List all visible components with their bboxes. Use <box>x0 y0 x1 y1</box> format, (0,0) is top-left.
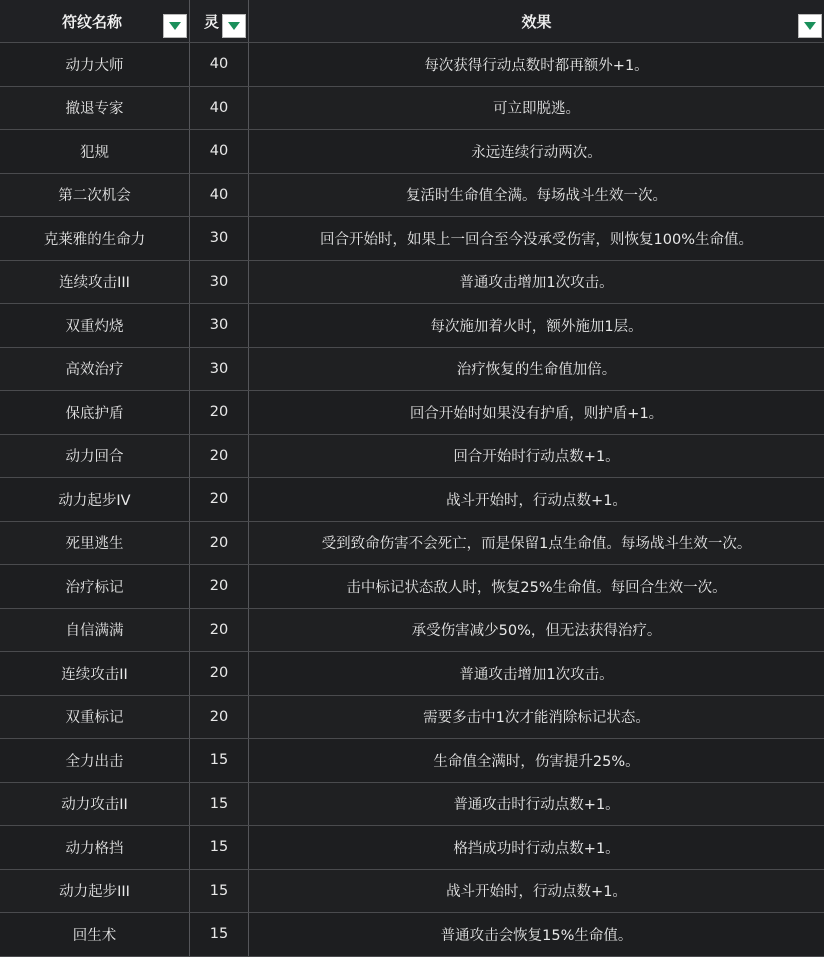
filter-power-button[interactable] <box>222 14 246 38</box>
table-row <box>0 826 824 870</box>
table-row <box>0 783 824 827</box>
rune-power-cell: 30 <box>190 304 249 347</box>
table-row <box>0 435 824 479</box>
column-header-effect <box>249 0 824 42</box>
rune-name-cell: 撤退专家 <box>0 87 190 130</box>
rune-effect-cell: 普通攻击会恢复15%生命值。 <box>440 927 633 944</box>
dropdown-triangle-icon <box>169 22 181 30</box>
table-row <box>0 217 824 261</box>
rune-effect-cell: 需要多击中1次才能消除标记状态。 <box>423 710 650 727</box>
rune-effect-cell: 回合开始时，如果上一回合至今没承受伤害，则恢复100%生命值。 <box>320 231 753 248</box>
rune-power-cell: 20 <box>190 522 249 565</box>
rune-effect-cell: 可立即脱逃。 <box>493 101 580 118</box>
rune-name-cell: 死里逃生 <box>0 522 190 565</box>
column-header-name-label: 符纹名称 <box>62 12 123 31</box>
table-header <box>0 0 824 43</box>
rune-power-cell: 30 <box>190 261 249 304</box>
rune-power-cell: 20 <box>190 696 249 739</box>
table-row <box>0 870 824 914</box>
rune-power-cell: 15 <box>190 739 249 782</box>
table-row <box>0 87 824 131</box>
rune-power-cell: 20 <box>190 435 249 478</box>
rune-name-cell: 犯规 <box>0 130 190 173</box>
table-row <box>0 913 824 957</box>
rune-effect-cell: 格挡成功时行动点数+1。 <box>453 840 620 857</box>
rune-power-cell: 20 <box>190 609 249 652</box>
rune-name-cell: 自信满满 <box>0 609 190 652</box>
rune-name-cell: 动力攻击II <box>0 783 190 826</box>
rune-power-cell: 40 <box>190 130 249 173</box>
rune-name-cell: 动力起步IV <box>0 478 190 521</box>
rune-power-cell: 20 <box>190 478 249 521</box>
table-row <box>0 478 824 522</box>
rune-power-cell: 30 <box>190 348 249 391</box>
table-row <box>0 304 824 348</box>
column-header-power-label: 灵 <box>204 12 220 31</box>
rune-power-cell: 40 <box>190 174 249 217</box>
rune-power-cell: 15 <box>190 826 249 869</box>
table-body <box>0 43 824 957</box>
table-row <box>0 348 824 392</box>
rune-name-cell: 双重标记 <box>0 696 190 739</box>
rune-effect-cell: 回合开始时行动点数+1。 <box>453 449 620 466</box>
rune-effect-cell: 复活时生命值全满。每场战斗生效一次。 <box>406 188 667 205</box>
rune-power-cell: 20 <box>190 565 249 608</box>
table-row <box>0 130 824 174</box>
rune-power-cell: 40 <box>190 43 249 86</box>
rune-name-cell: 动力格挡 <box>0 826 190 869</box>
rune-power-cell: 40 <box>190 87 249 130</box>
rune-power-cell: 15 <box>190 783 249 826</box>
rune-name-cell: 双重灼烧 <box>0 304 190 347</box>
rune-name-cell: 连续攻击II <box>0 652 190 695</box>
table-row <box>0 565 824 609</box>
rune-power-cell: 20 <box>190 652 249 695</box>
rune-effect-cell: 普通攻击增加1次攻击。 <box>459 666 614 683</box>
filter-effect-button[interactable] <box>798 14 822 38</box>
rune-name-cell: 动力大师 <box>0 43 190 86</box>
table-row <box>0 652 824 696</box>
rune-name-cell: 动力起步III <box>0 870 190 913</box>
table-row <box>0 43 824 87</box>
rune-name-cell: 高效治疗 <box>0 348 190 391</box>
table-row <box>0 609 824 653</box>
column-header-power <box>190 0 249 42</box>
rune-effect-cell: 击中标记状态敌人时，恢复25%生命值。每回合生效一次。 <box>346 579 727 596</box>
rune-name-cell: 第二次机会 <box>0 174 190 217</box>
rune-effect-cell: 永远连续行动两次。 <box>471 144 602 161</box>
rune-effect-cell: 治疗恢复的生命值加倍。 <box>456 362 617 379</box>
rune-name-cell: 保底护盾 <box>0 391 190 434</box>
rune-effect-cell: 受到致命伤害不会死亡，而是保留1点生命值。每场战斗生效一次。 <box>321 536 752 553</box>
table-row <box>0 696 824 740</box>
table-row <box>0 522 824 566</box>
column-header-name <box>0 0 190 42</box>
rune-name-cell: 回生术 <box>0 913 190 956</box>
rune-power-cell: 15 <box>190 870 249 913</box>
rune-effect-cell: 生命值全满时，伤害提升25%。 <box>433 753 640 770</box>
rune-effect-cell: 承受伤害减少50%，但无法获得治疗。 <box>411 623 662 640</box>
rune-effect-cell: 普通攻击时行动点数+1。 <box>453 797 620 814</box>
rune-power-cell: 15 <box>190 913 249 956</box>
dropdown-triangle-icon <box>228 22 240 30</box>
column-header-effect-label: 效果 <box>521 12 552 31</box>
rune-power-cell: 20 <box>190 391 249 434</box>
rune-effect-cell: 普通攻击增加1次攻击。 <box>459 275 614 292</box>
rune-effect-cell: 战斗开始时，行动点数+1。 <box>446 492 627 509</box>
table-row <box>0 391 824 435</box>
rune-effect-cell: 战斗开始时，行动点数+1。 <box>446 884 627 901</box>
rune-name-cell: 克莱雅的生命力 <box>0 217 190 260</box>
rune-name-cell: 连续攻击III <box>0 261 190 304</box>
dropdown-triangle-icon <box>804 22 816 30</box>
rune-name-cell: 全力出击 <box>0 739 190 782</box>
rune-name-cell: 动力回合 <box>0 435 190 478</box>
rune-power-cell: 30 <box>190 217 249 260</box>
table-row <box>0 174 824 218</box>
rune-effect-cell: 每次施加着火时，额外施加1层。 <box>430 318 643 335</box>
rune-effect-cell: 回合开始时如果没有护盾，则护盾+1。 <box>409 405 664 422</box>
table-row <box>0 739 824 783</box>
filter-name-button[interactable] <box>163 14 187 38</box>
rune-name-cell: 治疗标记 <box>0 565 190 608</box>
rune-effect-cell: 每次获得行动点数时都再额外+1。 <box>424 57 649 74</box>
table-row <box>0 261 824 305</box>
